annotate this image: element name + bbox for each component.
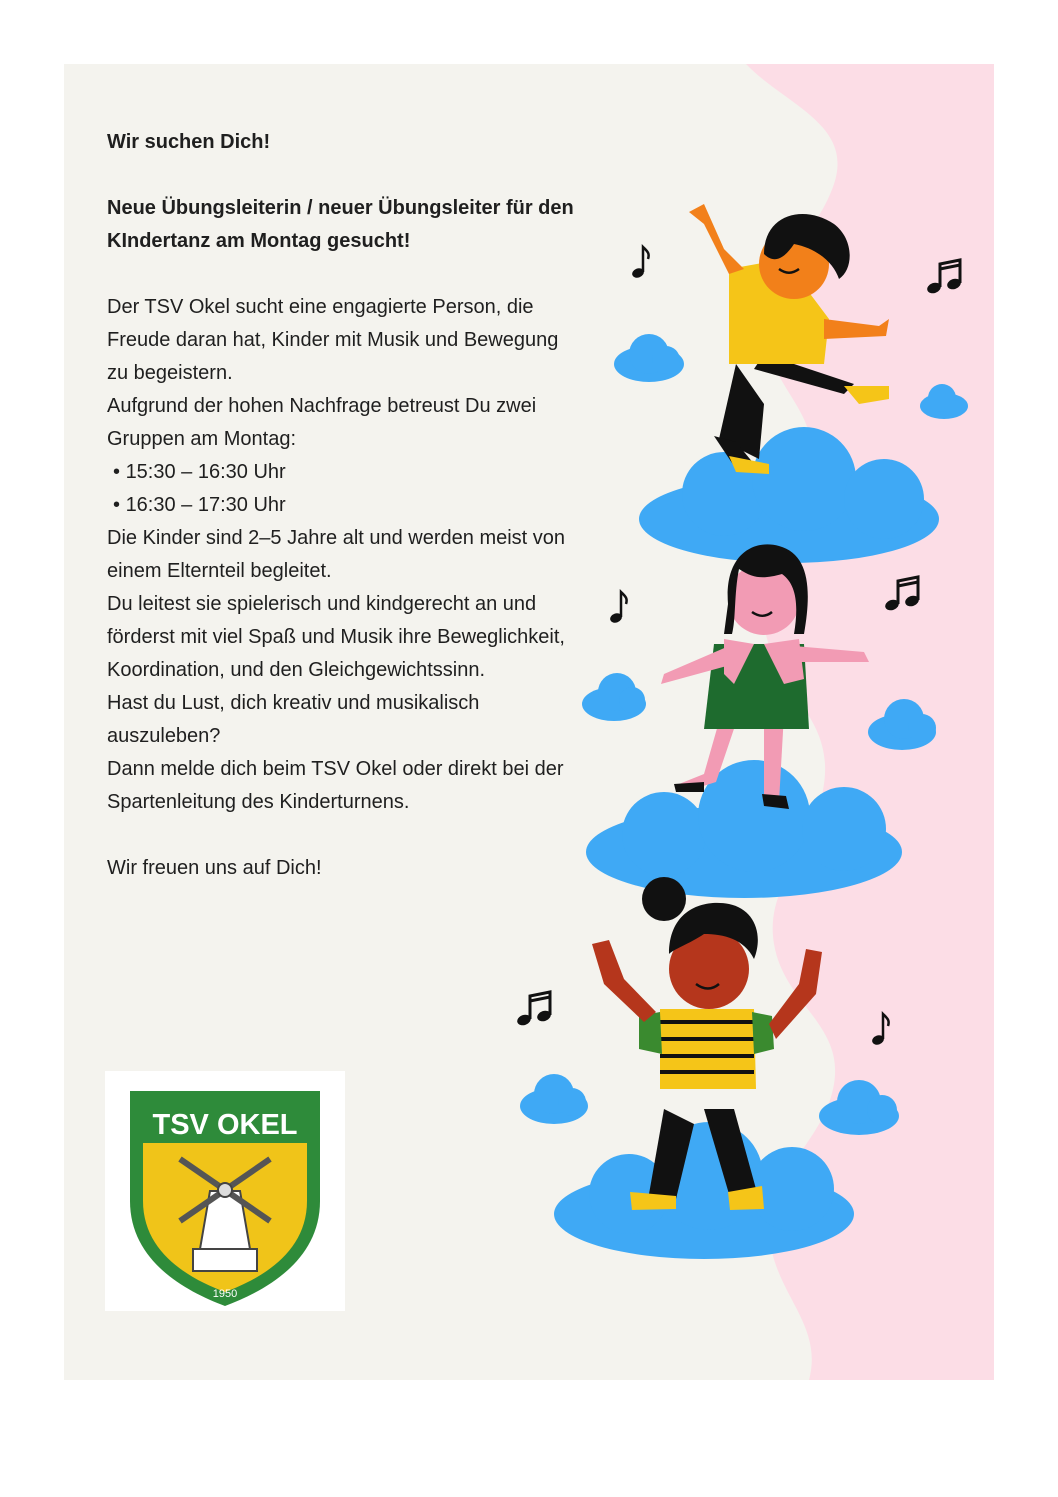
music-note-icon — [871, 1014, 889, 1046]
body-line: Du leitest sie spielerisch und kindgerecht an und — [107, 593, 537, 615]
music-note-icon — [884, 577, 921, 612]
small-cloud — [520, 1074, 588, 1124]
schedule-item: • 16:30 – 17:30 Uhr — [113, 494, 286, 516]
body-line: Hast du Lust, dich kreativ und musikalisch — [107, 692, 480, 714]
small-cloud — [920, 384, 968, 419]
schedule-item: • 15:30 – 16:30 Uhr — [113, 461, 286, 483]
subheading-line-1: Neue Übungsleiterin / neuer Übungsleiter für den — [107, 197, 574, 219]
heading: Wir suchen Dich! — [107, 131, 271, 153]
schedule-time: 15:30 – 16:30 Uhr — [125, 461, 286, 483]
body-line: Der TSV Okel sucht eine engagierte Person, die — [107, 296, 534, 318]
body-line: Dann melde dich beim TSV Okel oder direkt bei der — [107, 758, 564, 780]
small-cloud — [819, 1080, 899, 1135]
small-cloud — [614, 334, 684, 382]
flyer — [64, 64, 994, 1380]
body-line: Gruppen am Montag: — [107, 428, 296, 450]
small-cloud — [582, 673, 646, 721]
music-note-icon — [609, 592, 627, 624]
body-line: auszuleben? — [107, 725, 221, 747]
body-line: förderst mit viel Spaß und Musik ihre Beweglichkeit, — [107, 626, 565, 648]
body-line: Aufgrund der hohen Nachfrage betreust Du zwei — [107, 395, 537, 417]
music-note-icon — [631, 247, 649, 279]
shield-icon — [105, 1071, 345, 1311]
club-logo — [105, 1071, 345, 1311]
body-line: einem Elternteil begleitet. — [107, 560, 332, 582]
big-cloud — [554, 1122, 854, 1259]
logo-year: 1950 — [212, 1288, 238, 1300]
big-cloud — [586, 760, 902, 898]
logo-name: TSV OKEL — [152, 1109, 298, 1141]
closing-line: Wir freuen uns auf Dich! — [107, 857, 322, 879]
music-note-icon — [516, 992, 553, 1027]
body-line: Freude daran hat, Kinder mit Musik und Bewegung — [107, 329, 559, 351]
body-line: Koordination, und den Gleichgewichtssinn. — [107, 659, 486, 681]
body-line: zu begeistern. — [107, 362, 233, 384]
small-cloud — [868, 699, 936, 750]
subheading-line-2: KIndertanz am Montag gesucht! — [107, 230, 411, 252]
schedule-time: 16:30 – 17:30 Uhr — [125, 494, 286, 516]
dancing-girl — [661, 544, 869, 809]
big-cloud — [639, 427, 939, 563]
body-line: Spartenleitung des Kinderturnens. — [107, 791, 410, 813]
body-line: Die Kinder sind 2–5 Jahre alt und werden meist von — [107, 527, 566, 549]
music-note-icon — [926, 260, 963, 295]
